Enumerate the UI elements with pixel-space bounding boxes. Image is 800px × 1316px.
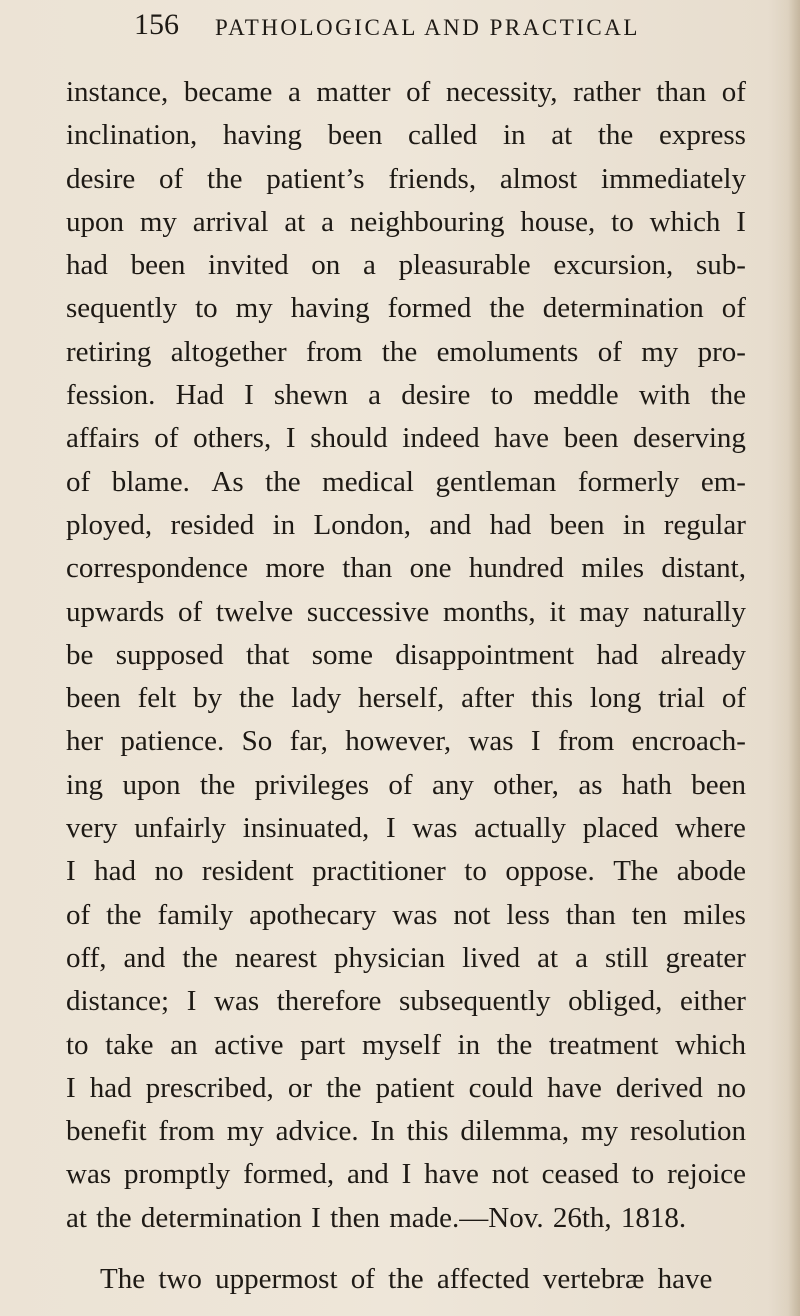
paragraph-1 bbox=[66, 71, 746, 1240]
text-line: of blame. As the medical gentleman formerly em- bbox=[66, 465, 746, 498]
text-line: fession. Had I shewn a desire to meddle with the bbox=[66, 379, 746, 412]
paragraph-2 bbox=[66, 1258, 746, 1301]
text-line: to take an active part myself in the treatment which bbox=[66, 1028, 746, 1061]
text-line: retiring altogether from the emoluments of my pro- bbox=[66, 335, 746, 368]
text-line: at the determination I then made.—Nov. 26th, 1818. bbox=[66, 1201, 687, 1234]
text-line: her patience. So far, however, was I from encroach- bbox=[66, 725, 746, 758]
page-edge-shadow bbox=[788, 0, 800, 1316]
text-line: correspondence more than one hundred miles distant, bbox=[66, 552, 746, 585]
text-line: ing upon the privileges of any other, as hath been bbox=[66, 768, 746, 801]
running-head: PATHOLOGICAL AND PRACTICAL bbox=[215, 15, 640, 40]
text-line: upon my arrival at a neighbouring house, to which I bbox=[66, 205, 746, 238]
text-line: been felt by the lady herself, after this long trial of bbox=[66, 682, 746, 715]
text-line: very unfairly insinuated, I was actually placed where bbox=[66, 812, 746, 845]
page-number: 156 bbox=[134, 8, 179, 41]
text-line: sequently to my having formed the determination of bbox=[66, 292, 746, 325]
text-line: of the family apothecary was not less than ten miles bbox=[66, 898, 746, 931]
text-line: be supposed that some disappointment had already bbox=[66, 638, 746, 671]
text-line: inclination, having been called in at the express bbox=[66, 119, 746, 152]
text-line: benefit from my advice. In this dilemma, my resolution bbox=[66, 1115, 746, 1148]
text-line: I had prescribed, or the patient could have derived no bbox=[66, 1071, 746, 1104]
text-line: The two uppermost of the affected vertebræ have bbox=[100, 1263, 713, 1296]
text-line: desire of the patient’s friends, almost immediately bbox=[66, 162, 746, 195]
text-line: I had no resident practitioner to oppose. The abode bbox=[66, 855, 746, 888]
text-line: distance; I was therefore subsequently obliged, either bbox=[66, 985, 746, 1018]
text-line: upwards of twelve successive months, it may naturally bbox=[66, 595, 746, 628]
body-text bbox=[66, 71, 746, 1301]
text-line: off, and the nearest physician lived at a still greater bbox=[66, 941, 746, 974]
text-line: ployed, resided in London, and had been in regular bbox=[66, 508, 746, 541]
text-line: instance, became a matter of necessity, rather than of bbox=[66, 76, 746, 108]
paragraph-gap bbox=[66, 1240, 746, 1258]
text-line: affairs of others, I should indeed have been deserving bbox=[66, 422, 746, 455]
text-line: was promptly formed, and I have not ceased to rejoice bbox=[66, 1158, 746, 1191]
text-line: had been invited on a pleasurable excursion, sub- bbox=[66, 249, 746, 282]
